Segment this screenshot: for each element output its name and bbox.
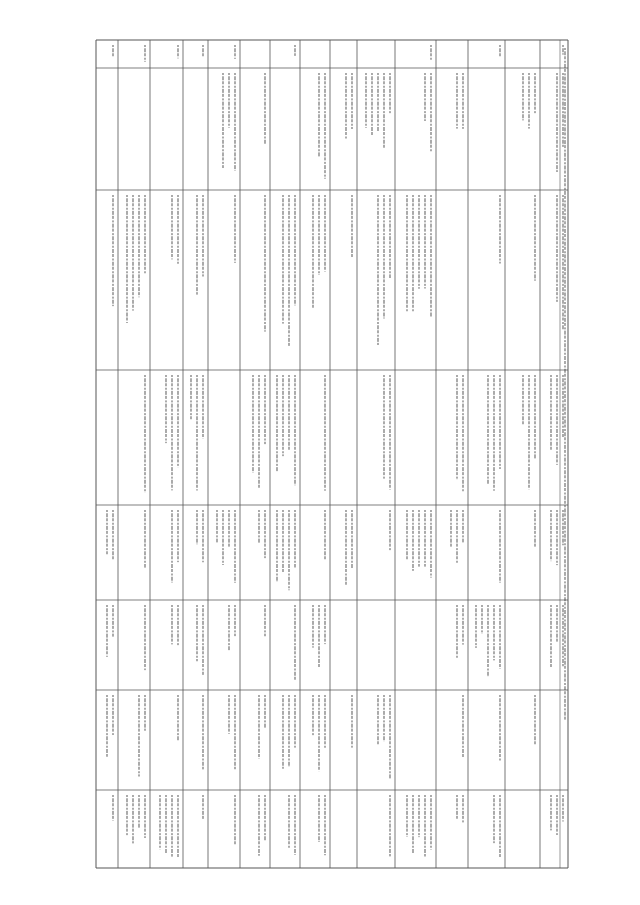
illegible-text-lines — [107, 45, 565, 858]
table-grid — [96, 40, 568, 868]
